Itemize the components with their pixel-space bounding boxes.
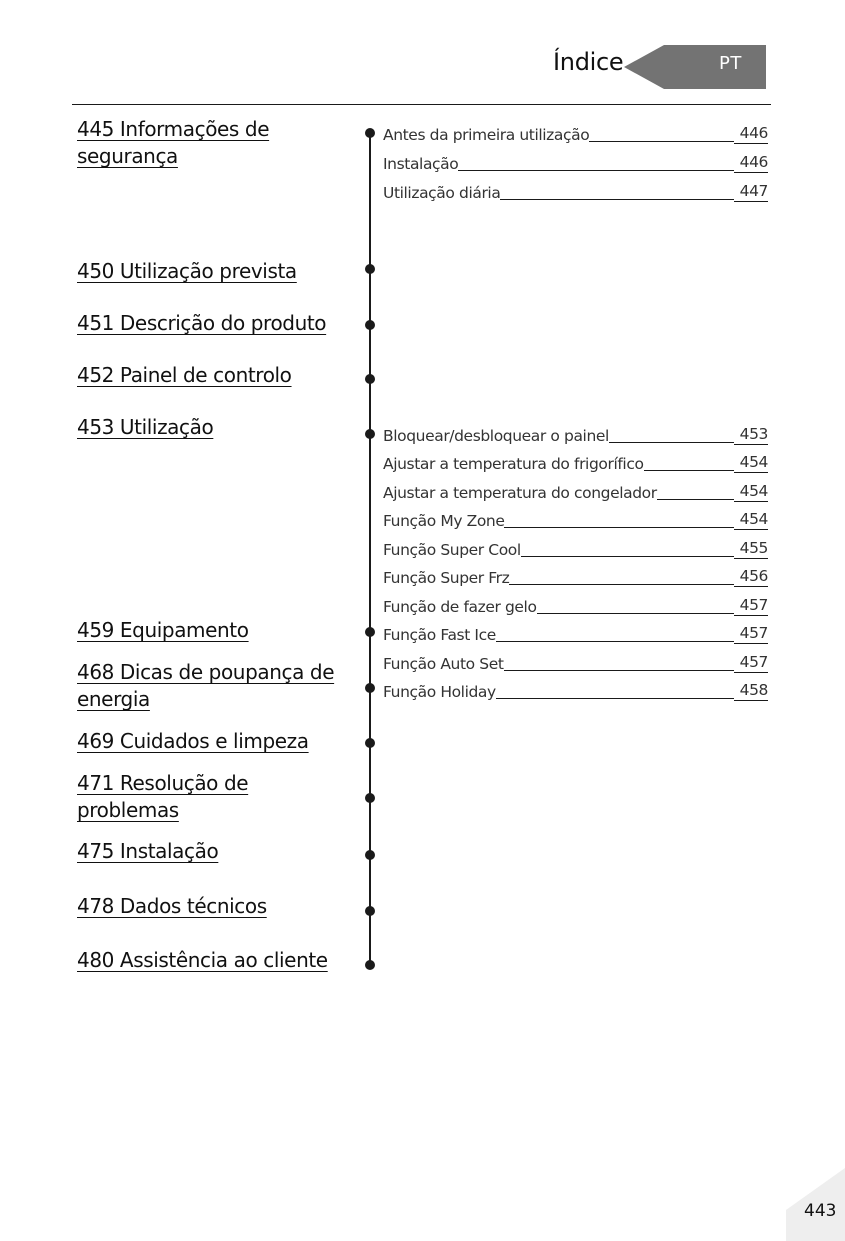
chapter-control-panel[interactable] (77, 362, 347, 389)
chapter-label: 471 Resolução de problemas (77, 771, 249, 822)
language-tab-arrow-shape (624, 45, 766, 89)
subsection-label: Bloquear/desbloquear o painel (383, 427, 609, 445)
chapter-label: 450 Utilização prevista (77, 259, 297, 283)
chapter-intended-use[interactable] (77, 258, 347, 285)
timeline-dot (365, 738, 375, 748)
subsection-label: Função Super Cool (383, 541, 521, 559)
subsection-label: Utilização diária (383, 184, 501, 202)
subsection-page: 447 (734, 181, 768, 202)
chapter-usage[interactable] (77, 414, 347, 441)
chapter-label: 459 Equipamento (77, 618, 249, 642)
leader-line (644, 470, 734, 471)
chapter-installation[interactable] (77, 838, 347, 865)
chapter-label: 445 Informações de segurança (77, 117, 270, 168)
subsection-label: Função Fast Ice (383, 626, 496, 644)
leader-line (609, 442, 734, 443)
timeline-dot (365, 850, 375, 860)
timeline-dot (365, 683, 375, 693)
subsection-label: Ajustar a temperatura do frigorífico (383, 455, 644, 473)
chapter-label: 469 Cuidados e limpeza (77, 729, 309, 753)
leader-line (496, 641, 734, 642)
leader-line (504, 527, 733, 528)
subsection-page: 457 (734, 652, 768, 673)
subsection-entry[interactable] (383, 622, 768, 644)
timeline-dot (365, 627, 375, 637)
subsection-entry[interactable] (383, 537, 768, 559)
subsection-entry[interactable] (383, 508, 768, 530)
subsection-page: 454 (734, 509, 768, 530)
subsection-entry[interactable] (383, 594, 768, 616)
subsection-label: Antes da primeira utilização (383, 126, 590, 144)
subsection-entry[interactable] (383, 423, 768, 445)
subsection-page: 446 (734, 152, 768, 173)
timeline-dot (365, 793, 375, 803)
timeline-dot (365, 128, 375, 138)
subsection-label: Função Auto Set (383, 655, 504, 673)
chapter-energy-tips[interactable] (77, 659, 347, 713)
leader-line (521, 556, 734, 557)
timeline-dot (365, 960, 375, 970)
chapter-label: 480 Assistência ao cliente (77, 948, 328, 972)
leader-line (496, 698, 734, 699)
subsection-page: 456 (734, 566, 768, 587)
chapter-label: 451 Descrição do produto (77, 311, 327, 335)
subsection-entry[interactable] (383, 565, 768, 587)
subsection-label: Função Super Frz (383, 569, 510, 587)
timeline-dot (365, 264, 375, 274)
subsection-entry[interactable] (383, 651, 768, 673)
subsection-label: Função Holiday (383, 683, 496, 701)
leader-line (509, 584, 733, 585)
chapter-equipment[interactable] (77, 617, 347, 644)
subsection-entry[interactable] (383, 151, 768, 173)
leader-line (589, 141, 733, 142)
chapter-label: 475 Instalação (77, 839, 219, 863)
subsection-entry[interactable] (383, 679, 768, 701)
leader-line (657, 499, 734, 500)
page-title: Índice (553, 48, 624, 76)
subsection-page: 457 (734, 595, 768, 616)
subsection-page: 457 (734, 623, 768, 644)
subsection-page: 446 (734, 123, 768, 144)
subsection-label: Ajustar a temperatura do congelador (383, 484, 657, 502)
timeline-dot (365, 320, 375, 330)
chapter-label: 452 Painel de controlo (77, 363, 292, 387)
leader-line (458, 170, 733, 171)
chapter-customer-service[interactable] (77, 947, 347, 974)
timeline-dot (365, 906, 375, 916)
subsection-page: 458 (734, 680, 768, 701)
language-tab (624, 45, 766, 89)
page-number: 443 (804, 1201, 837, 1221)
subsection-page: 454 (734, 481, 768, 502)
chapter-safety[interactable] (77, 116, 347, 170)
leader-line (537, 613, 734, 614)
chapter-care-cleaning[interactable] (77, 728, 347, 755)
timeline-line (369, 133, 371, 965)
subsection-page: 455 (734, 538, 768, 559)
subsection-label: Função My Zone (383, 512, 505, 530)
chapter-label: 453 Utilização (77, 415, 214, 439)
subsection-label: Função de fazer gelo (383, 598, 537, 616)
timeline-dot (365, 429, 375, 439)
language-code: PT (719, 53, 742, 74)
chapter-technical-data[interactable] (77, 893, 347, 920)
subsection-entry[interactable] (383, 451, 768, 473)
chapter-label: 468 Dicas de poupança de energia (77, 660, 335, 711)
subsection-entry[interactable] (383, 480, 768, 502)
leader-line (500, 199, 733, 200)
header-rule (72, 104, 771, 105)
subsection-label: Instalação (383, 155, 459, 173)
chapter-product-description[interactable] (77, 310, 347, 337)
timeline-dot (365, 374, 375, 384)
chapter-troubleshooting[interactable] (77, 770, 347, 824)
subsection-page: 453 (734, 424, 768, 445)
subsection-entry[interactable] (383, 122, 768, 144)
chapter-label: 478 Dados técnicos (77, 894, 267, 918)
subsection-page: 454 (734, 452, 768, 473)
subsection-entry[interactable] (383, 180, 768, 202)
leader-line (504, 670, 734, 671)
